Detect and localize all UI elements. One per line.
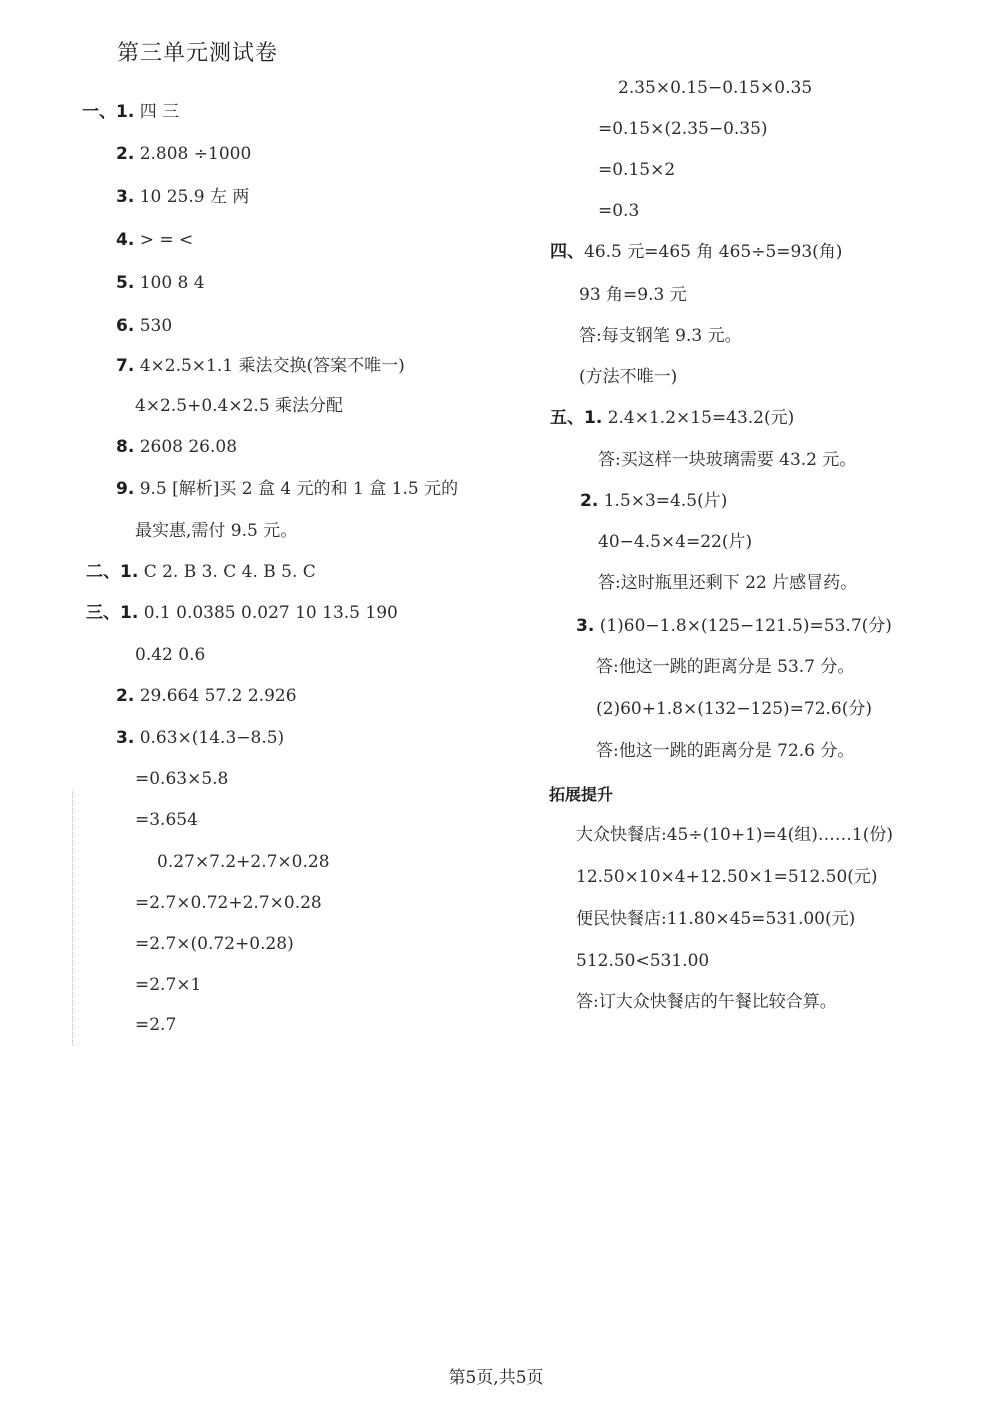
answer-line: 最实惠,需付 9.5 元。 [135,521,298,541]
answer-line: 四、46.5 元=465 角 465÷5=93(角) [550,242,843,262]
answer-line: 五、1. 2.4×1.2×15=43.2(元) [550,408,795,428]
answer-line: 8. 2608 26.08 [116,437,238,457]
answer-line: 答:买这样一块玻璃需要 43.2 元。 [598,450,857,470]
answer-line: 5. 100 8 4 [116,273,205,293]
answer-line: 答:这时瓶里还剩下 22 片感冒药。 [598,573,858,593]
answer-line: =3.654 [135,810,198,830]
answer-line: 答:订大众快餐店的午餐比较合算。 [576,992,837,1012]
answer-line: 三、1. 0.1 0.0385 0.027 10 13.5 190 [86,603,398,623]
answer-line: 答:他这一跳的距离分是 72.6 分。 [596,741,855,761]
answer-line: 512.50<531.00 [576,951,710,971]
answer-line: 3. 10 25.9 左 两 [116,187,250,207]
answer-line: =2.7 [135,1015,177,1035]
answer-line: 一、1. 四 三 [82,102,180,122]
answer-line: 2. 29.664 57.2 2.926 [116,686,297,706]
answer-line: =0.15×2 [598,160,676,180]
answer-line: 0.42 0.6 [135,645,206,665]
answer-line: =2.7×(0.72+0.28) [135,934,294,954]
margin-divider [72,790,73,1045]
section-heading: 拓展提升 [549,785,614,804]
answer-line: 0.27×7.2+2.7×0.28 [157,852,330,872]
answer-line: 2. 2.808 ÷1000 [116,144,252,164]
answer-line: (2)60+1.8×(132−125)=72.6(分) [596,699,873,719]
answer-line: 6. 530 [116,316,173,336]
answer-line: 大众快餐店:45÷(10+1)=4(组)……1(份) [576,825,893,845]
page-footer: 第5页,共5页 [448,1368,544,1388]
answer-line: 2.35×0.15−0.15×0.35 [618,78,813,98]
answer-line: 9. 9.5 [解析]买 2 盒 4 元的和 1 盒 1.5 元的 [116,479,459,499]
answer-line: 12.50×10×4+12.50×1=512.50(元) [576,867,878,887]
answer-line: 4. > = < [116,230,194,250]
answer-line: =2.7×1 [135,975,202,995]
answer-line: 二、1. C 2. B 3. C 4. B 5. C [86,562,316,582]
answer-line: 答:他这一跳的距离分是 53.7 分。 [596,657,855,677]
answer-line: 2. 1.5×3=4.5(片) [580,491,728,511]
answer-line: 93 角=9.3 元 [579,285,687,305]
answer-line: =0.63×5.8 [135,769,229,789]
answer-line: =0.15×(2.35−0.35) [598,119,768,139]
answer-line: =0.3 [598,201,640,221]
answer-line: 40−4.5×4=22(片) [598,532,753,552]
page-title: 第三单元测试卷 [117,41,279,66]
answer-line: 7. 4×2.5×1.1 乘法交换(答案不唯一) [116,356,405,376]
answer-line: 4×2.5+0.4×2.5 乘法分配 [135,396,344,416]
answer-line: 3. 0.63×(14.3−8.5) [116,728,285,748]
answer-line: 答:每支钢笔 9.3 元。 [579,326,742,346]
answer-line: 3. (1)60−1.8×(125−121.5)=53.7(分) [576,616,892,636]
answer-line: 便民快餐店:11.80×45=531.00(元) [576,909,856,929]
answer-line: (方法不唯一) [579,367,678,387]
answer-line: =2.7×0.72+2.7×0.28 [135,893,322,913]
